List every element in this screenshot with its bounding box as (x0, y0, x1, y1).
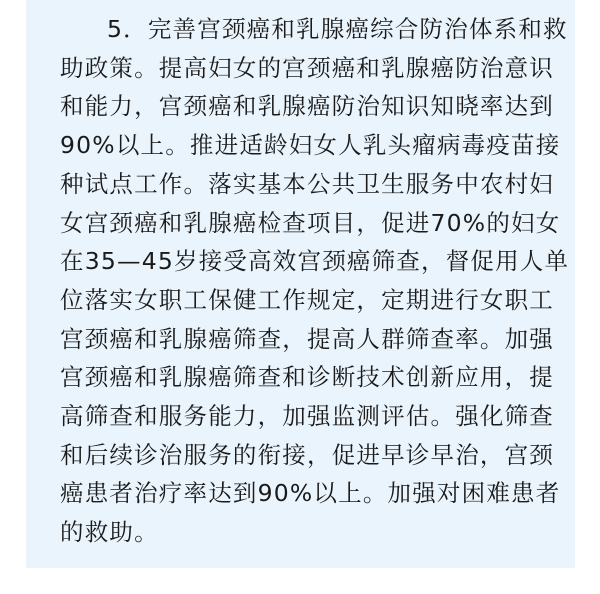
paragraph-line: 宫颈癌和乳腺癌筛查和诊断技术创新应用，提 (60, 363, 554, 392)
paragraph-line: 女宫颈癌和乳腺癌检查项目，促进70%的妇女 (60, 208, 561, 237)
paragraph-line: 的救助。 (60, 518, 159, 547)
paragraph-line: 位落实女职工保健工作规定，定期进行女职工 (60, 285, 554, 314)
paragraph-line: 高筛查和服务能力，加强监测评估。强化筛查 (60, 402, 554, 431)
paragraph-line: 助政策。提高妇女的宫颈癌和乳腺癌防治意识 (60, 53, 554, 82)
paragraph-line: 5．完善宫颈癌和乳腺癌综合防治体系和救 (107, 15, 568, 43)
paragraph-line: 和后续诊治服务的衔接，促进早诊早治，宫颈 (60, 440, 554, 469)
paragraph-line: 和能力，宫颈癌和乳腺癌防治知识知晓率达到 (60, 92, 554, 121)
paragraph-line: 宫颈癌和乳腺癌筛查，提高人群筛查率。加强 (60, 324, 554, 353)
paragraph-line: 90%以上。推进适龄妇女人乳头瘤病毒疫苗接 (60, 131, 561, 160)
paragraph (60, 10, 570, 552)
paragraph-line: 在35—45岁接受高效宫颈癌筛查，督促用人单 (60, 247, 570, 276)
paragraph-line: 癌患者治疗率达到90%以上。加强对困难患者 (60, 479, 561, 508)
paragraph-line: 种试点工作。落实基本公共卫生服务中农村妇 (60, 169, 554, 198)
